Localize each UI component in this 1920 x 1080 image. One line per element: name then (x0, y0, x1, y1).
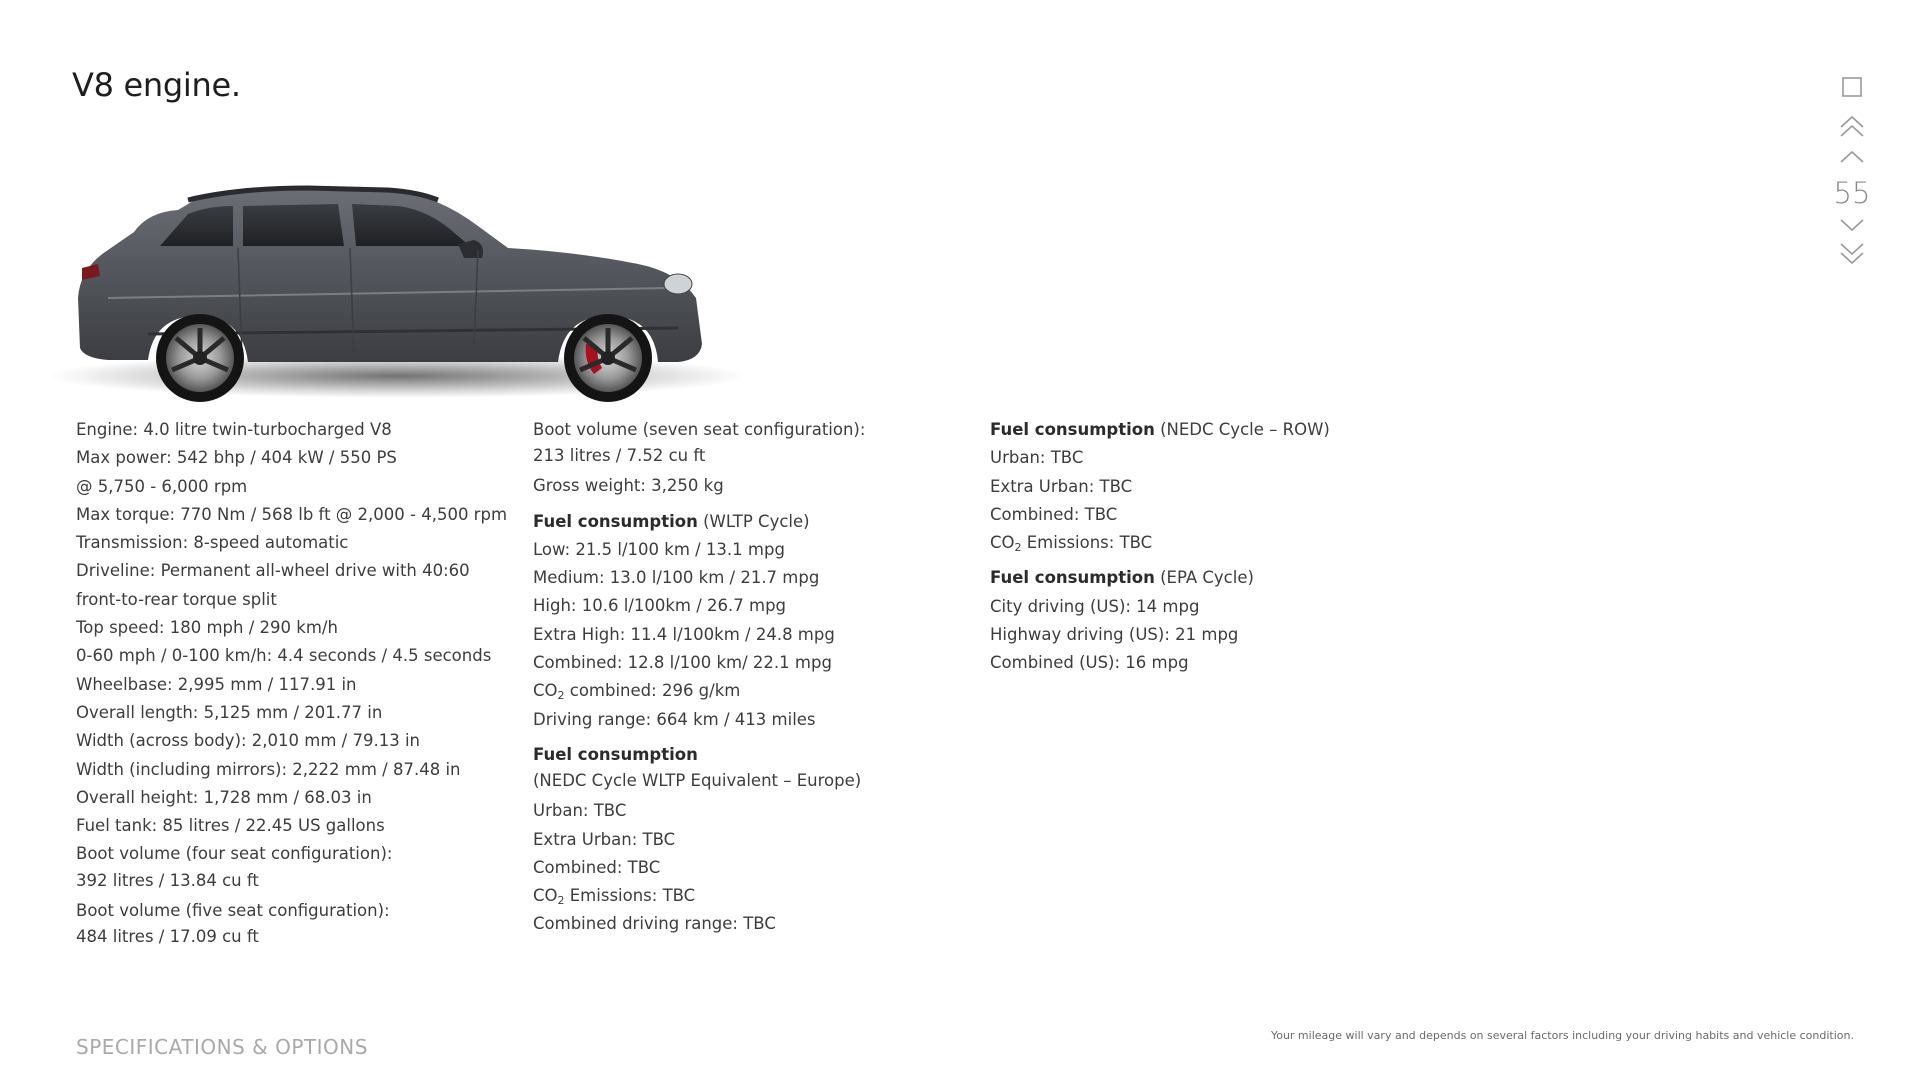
spec-engine: Engine: 4.0 litre twin-turbocharged V8 (76, 420, 392, 439)
epa-combined: Combined (US): 16 mpg (990, 653, 1189, 673)
nedc-europe-heading (533, 741, 973, 769)
spec-wheelbase: Wheelbase: 2,995 mm / 117.91 in (76, 674, 357, 694)
page-number: 55 (1833, 176, 1871, 210)
nedc-europe-subheading: (NEDC Cycle WLTP Equivalent – Europe) (533, 771, 862, 791)
wltp-heading (533, 508, 973, 536)
spec-fuel-tank: Fuel tank: 85 litres / 22.45 US gallons (76, 816, 385, 836)
epa-heading (990, 564, 1430, 592)
spec-boot-five-label: Boot volume (five seat configuration): (76, 900, 390, 920)
double-chevron-down-icon[interactable] (1839, 242, 1865, 266)
spec-boot-seven-value: 213 litres / 7.52 cu ft (533, 446, 706, 466)
nedc-europe-urban: Urban: TBC (533, 801, 627, 821)
square-icon[interactable] (1841, 76, 1863, 98)
spec-column-fuel-wltp (533, 416, 973, 939)
nedc-europe-combined: Combined: TBC (533, 857, 661, 877)
wltp-co2-prefix: CO (533, 681, 558, 701)
wltp-medium: Medium: 13.0 l/100 km / 21.7 mpg (533, 568, 820, 588)
nedc-row-urban: Urban: TBC (990, 448, 1084, 468)
wltp-high: High: 10.6 l/100km / 26.7 mpg (533, 596, 787, 616)
wltp-co2 (533, 677, 973, 705)
nedc-row-heading-suffix: (NEDC Cycle – ROW) (1154, 420, 1330, 439)
spec-width-body: Width (across body): 2,010 mm / 79.13 in (76, 731, 421, 751)
spec-gross-weight: Gross weight: 3,250 kg (533, 476, 724, 496)
nedc-row-heading-bold: Fuel consumption (990, 420, 1155, 439)
spec-top-speed: Top speed: 180 mph / 290 km/h (76, 618, 338, 638)
epa-heading-suffix: (EPA Cycle) (1154, 568, 1254, 588)
double-chevron-up-icon[interactable] (1839, 114, 1865, 138)
spec-acceleration: 0-60 mph / 0-100 km/h: 4.4 seconds / 4.5 seconds (76, 646, 492, 666)
spec-overall-length: Overall length: 5,125 mm / 201.77 in (76, 702, 383, 722)
epa-highway: Highway driving (US): 21 mpg (990, 625, 1239, 645)
chevron-up-icon[interactable] (1839, 150, 1865, 164)
wltp-combined: Combined: 12.8 l/100 km/ 22.1 mpg (533, 653, 832, 673)
spec-column-general (76, 416, 516, 949)
nedc-europe-range: Combined driving range: TBC (533, 914, 776, 934)
epa-city: City driving (US): 14 mpg (990, 596, 1200, 616)
wltp-co2-sub: 2 (557, 689, 565, 703)
car-image (38, 148, 758, 408)
spec-boot-five-value: 484 litres / 17.09 cu ft (76, 927, 259, 947)
spec-driveline-split: front-to-rear torque split (76, 589, 277, 609)
spec-max-power-rpm: @ 5,750 - 6,000 rpm (76, 476, 248, 496)
spec-overall-height: Overall height: 1,728 mm / 68.03 in (76, 787, 372, 807)
footer-section-label: SPECIFICATIONS & OPTIONS (76, 1035, 368, 1059)
spec-max-power: Max power: 542 bhp / 404 kW / 550 PS (76, 448, 397, 468)
wltp-heading-bold: Fuel consumption (533, 511, 698, 531)
wltp-low: Low: 21.5 l/100 km / 13.1 mpg (533, 539, 785, 559)
nedc-europe-co2-suffix: Emissions: TBC (564, 886, 696, 906)
wltp-co2-suffix: combined: 296 g/km (564, 681, 741, 701)
nedc-europe-co2-sub: 2 (557, 894, 565, 908)
epa-heading-bold: Fuel consumption (990, 568, 1155, 588)
nedc-row-co2-sub: 2 (1014, 541, 1022, 555)
page-title: V8 engine. (72, 66, 241, 104)
wltp-extra-high: Extra High: 11.4 l/100km / 24.8 mpg (533, 624, 835, 644)
spec-boot-four-label: Boot volume (four seat configuration): (76, 844, 393, 864)
spec-column-fuel-nedc-epa (990, 416, 1430, 678)
nedc-row-heading (990, 416, 1430, 444)
nedc-row-co2-suffix: Emissions: TBC (1021, 533, 1153, 553)
footer-disclaimer: Your mileage will vary and depends on several factors including your driving habits and vehicle condition. (1270, 1029, 1854, 1042)
nedc-row-combined: Combined: TBC (990, 504, 1118, 524)
nedc-row-co2 (990, 529, 1430, 557)
nedc-europe-co2 (533, 882, 973, 910)
nedc-row-extra-urban: Extra Urban: TBC (990, 476, 1133, 496)
spec-driveline: Driveline: Permanent all-wheel drive with 40:60 (76, 561, 470, 581)
spec-width-mirrors: Width (including mirrors): 2,222 mm / 87.48 in (76, 759, 461, 779)
spec-transmission: Transmission: 8-speed automatic (76, 533, 349, 553)
wltp-heading-suffix: (WLTP Cycle) (697, 511, 810, 531)
spec-boot-four-value: 392 litres / 13.84 cu ft (76, 870, 259, 890)
spec-boot-seven-label: Boot volume (seven seat configuration): (533, 420, 866, 439)
chevron-down-icon[interactable] (1839, 218, 1865, 232)
nedc-europe-heading-bold: Fuel consumption (533, 744, 698, 764)
spec-max-torque: Max torque: 770 Nm / 568 lb ft @ 2,000 - 4,500 rpm (76, 504, 508, 524)
wltp-range: Driving range: 664 km / 413 miles (533, 709, 816, 729)
nedc-europe-extra-urban: Extra Urban: TBC (533, 829, 676, 849)
nedc-row-co2-prefix: CO (990, 533, 1015, 553)
nedc-europe-co2-prefix: CO (533, 886, 558, 906)
